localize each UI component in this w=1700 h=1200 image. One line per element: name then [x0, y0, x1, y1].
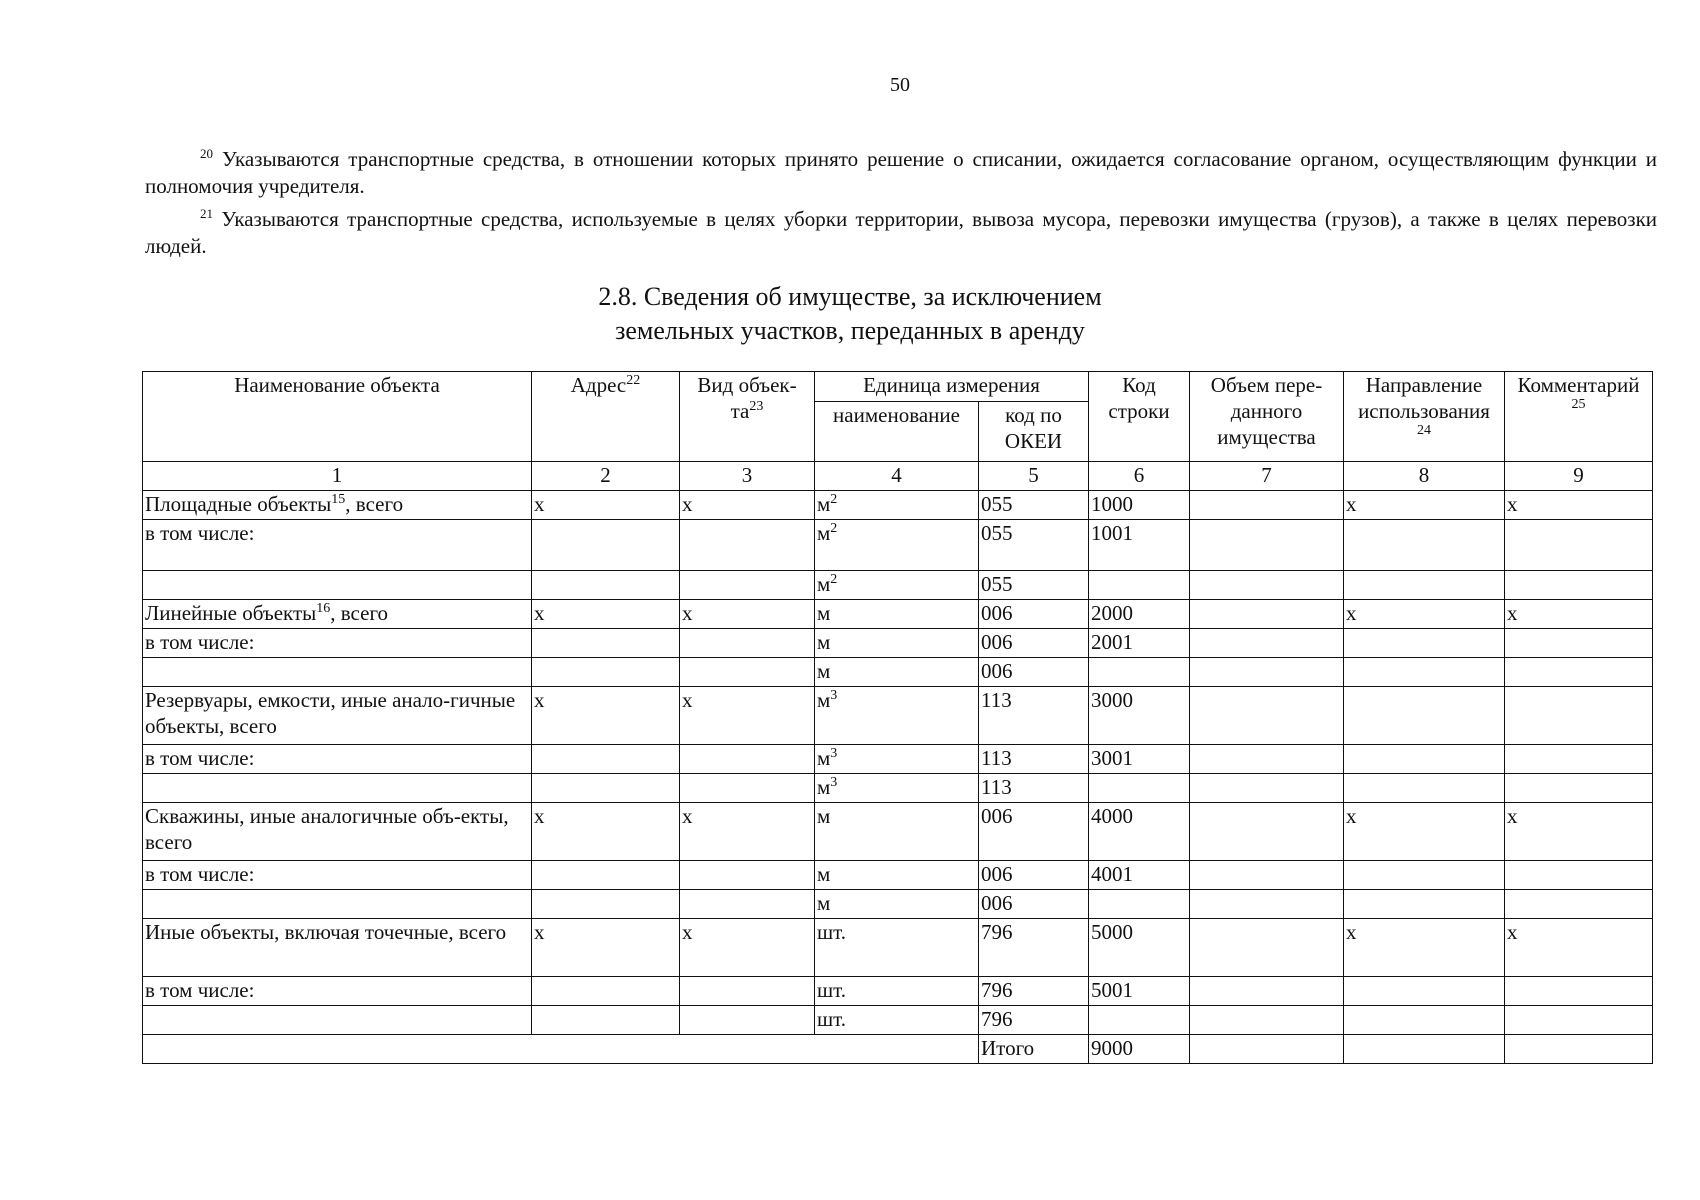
object-name-cell [143, 774, 532, 803]
object-type-value: x [682, 601, 693, 625]
volume-cell [1190, 774, 1344, 803]
unit-name-cell [815, 600, 979, 629]
object-type-cell [680, 629, 815, 658]
unit-name-cell [815, 629, 979, 658]
okei-code-cell [979, 745, 1089, 774]
row-code-cell [1089, 629, 1190, 658]
volume-cell [1190, 687, 1344, 745]
okei-code-cell [979, 658, 1089, 687]
direction-cell [1344, 745, 1505, 774]
object-name-cell [143, 803, 532, 861]
okei-code: 006 [981, 862, 1013, 886]
header-volume-line3: имущества [1217, 425, 1316, 449]
volume-cell [1190, 861, 1344, 890]
footnote-text: Указываются транспортные средства, используемые в целях уборки территории, вывоза мусора, перевозки имущества (грузов), а также в целях перевозки людей. [145, 207, 1658, 258]
header-unit-group: Единица измерения [815, 372, 1089, 402]
row-code: 3000 [1091, 688, 1133, 712]
okei-code-cell [979, 1006, 1089, 1035]
volume-cell [1190, 977, 1344, 1006]
total-code: 9000 [1089, 1035, 1190, 1064]
page-number: 50 [890, 74, 910, 96]
volume-cell [1190, 520, 1344, 571]
table-row [143, 687, 1653, 745]
table-row [143, 977, 1653, 1006]
okei-code: 796 [981, 978, 1013, 1002]
row-code-cell [1089, 861, 1190, 890]
footnote-text: Указываются транспортные средства, в отношении которых принято решение о списании, ожидается согласование органом, осуществляющим функции и полномочия учредителя. [145, 147, 1658, 198]
unit-name: шт. [817, 978, 847, 1002]
unit-name-cell [815, 687, 979, 745]
volume-cell [1190, 1006, 1344, 1035]
direction-cell [1344, 658, 1505, 687]
okei-code-cell [979, 890, 1089, 919]
comment-cell [1505, 520, 1653, 571]
unit-exponent: 2 [830, 492, 838, 507]
header-volume-line2: данного [1230, 399, 1303, 423]
object-name-cell [143, 890, 532, 919]
table-row [143, 491, 1653, 520]
unit-name-cell [815, 745, 979, 774]
header-object-type [680, 372, 815, 462]
header-volume [1190, 372, 1344, 462]
address-cell [532, 745, 680, 774]
comment-cell [1505, 919, 1653, 977]
unit-name: м [817, 601, 831, 625]
unit-name-cell [815, 658, 979, 687]
address-cell [532, 520, 680, 571]
address-cell [532, 774, 680, 803]
row-code: 1000 [1091, 492, 1133, 516]
header-name: Наименование объекта [143, 372, 532, 462]
direction-cell [1344, 890, 1505, 919]
okei-code-cell [979, 520, 1089, 571]
object-name-cell [143, 600, 532, 629]
object-type-cell [680, 919, 815, 977]
object-type-cell [680, 977, 815, 1006]
header-row-code [1089, 372, 1190, 462]
object-type-cell [680, 774, 815, 803]
volume-cell [1190, 745, 1344, 774]
row-code-cell [1089, 600, 1190, 629]
table-row [143, 520, 1653, 571]
direction-cell [1344, 629, 1505, 658]
footnote-21 [145, 200, 1657, 260]
object-type-cell [680, 890, 815, 919]
object-type-cell [680, 745, 815, 774]
address-cell [532, 658, 680, 687]
object-name-cell [143, 687, 532, 745]
okei-code-cell [979, 629, 1089, 658]
object-type-value: x [682, 920, 693, 944]
table-row [143, 629, 1653, 658]
header-comment-footnote: 25 [1571, 397, 1586, 412]
row-code: 3001 [1091, 746, 1133, 770]
comment-cell [1505, 745, 1653, 774]
comment-value: x [1507, 804, 1518, 828]
column-number: 8 [1344, 462, 1505, 491]
row-code: 2000 [1091, 601, 1133, 625]
address-value: x [534, 688, 545, 712]
object-name-cell [143, 919, 532, 977]
table-header-row [143, 372, 1653, 402]
object-name-cell [143, 977, 532, 1006]
unit-name-cell [815, 919, 979, 977]
row-code-cell [1089, 890, 1190, 919]
section-title-line2: земельных участков, переданных в аренду [615, 316, 1085, 345]
address-cell [532, 1006, 680, 1035]
object-type-cell [680, 803, 815, 861]
comment-cell [1505, 658, 1653, 687]
object-type-cell [680, 658, 815, 687]
okei-code: 006 [981, 659, 1013, 683]
table-row [143, 600, 1653, 629]
comment-cell [1505, 571, 1653, 600]
okei-code: 006 [981, 630, 1013, 654]
column-number: 1 [143, 462, 532, 491]
row-code-cell [1089, 977, 1190, 1006]
address-cell [532, 861, 680, 890]
unit-name-cell [815, 774, 979, 803]
comment-cell [1505, 774, 1653, 803]
address-value: x [534, 804, 545, 828]
object-name: в том числе: [145, 978, 255, 1002]
object-name: в том числе: [145, 746, 255, 770]
okei-code-cell [979, 861, 1089, 890]
row-code-cell [1089, 658, 1190, 687]
okei-code: 055 [981, 521, 1013, 545]
footnotes [145, 140, 1657, 260]
okei-code: 006 [981, 891, 1013, 915]
table-row [143, 774, 1653, 803]
comment-cell [1505, 890, 1653, 919]
total-row [143, 1035, 1653, 1064]
object-name-cell [143, 1006, 532, 1035]
okei-code-cell [979, 687, 1089, 745]
object-name-cell [143, 861, 532, 890]
object-name: в том числе: [145, 630, 255, 654]
direction-value: x [1346, 804, 1357, 828]
unit-exponent: 2 [830, 521, 838, 536]
table-row [143, 658, 1653, 687]
okei-code: 796 [981, 920, 1013, 944]
unit-name: м [817, 492, 831, 516]
object-type-value: x [682, 804, 693, 828]
direction-cell [1344, 600, 1505, 629]
okei-code-cell [979, 571, 1089, 600]
volume-cell [1190, 658, 1344, 687]
comment-cell [1505, 977, 1653, 1006]
column-number: 4 [815, 462, 979, 491]
unit-name-cell [815, 890, 979, 919]
header-direction [1344, 372, 1505, 462]
object-name-cell [143, 491, 532, 520]
object-type-cell [680, 1006, 815, 1035]
footnote-mark: 20 [200, 146, 213, 161]
unit-exponent: 3 [830, 775, 838, 790]
header-direction-line1: Направление [1365, 373, 1483, 397]
column-number: 3 [680, 462, 815, 491]
row-code: 5001 [1091, 978, 1133, 1002]
address-cell [532, 571, 680, 600]
table-body [143, 491, 1653, 1035]
volume-cell [1190, 919, 1344, 977]
row-code-cell [1089, 1006, 1190, 1035]
direction-cell [1344, 774, 1505, 803]
direction-value: x [1346, 601, 1357, 625]
object-name-cell [143, 658, 532, 687]
okei-code-cell [979, 803, 1089, 861]
table-row [143, 1006, 1653, 1035]
row-code-cell [1089, 774, 1190, 803]
row-code-cell [1089, 745, 1190, 774]
row-code: 4000 [1091, 804, 1133, 828]
okei-code-cell [979, 600, 1089, 629]
object-name: Линейные объекты [145, 601, 317, 625]
table-row [143, 890, 1653, 919]
column-number-row [143, 462, 1653, 491]
header-comment [1505, 372, 1653, 462]
object-type-cell [680, 571, 815, 600]
okei-code-cell [979, 774, 1089, 803]
comment-cell [1505, 1006, 1653, 1035]
row-code: 4001 [1091, 862, 1133, 886]
volume-cell [1190, 803, 1344, 861]
column-number: 7 [1190, 462, 1344, 491]
table-row [143, 861, 1653, 890]
unit-exponent: 2 [830, 572, 838, 587]
header-address-label: Адрес [570, 373, 627, 397]
header-okei-line1: код по [1005, 403, 1062, 427]
header-row-code-line2: строки [1108, 399, 1170, 423]
okei-code-cell [979, 491, 1089, 520]
object-name-suffix: , всего [345, 492, 404, 516]
header-address [532, 372, 680, 462]
object-name-footnote: 16 [316, 601, 331, 616]
okei-code: 113 [981, 746, 1012, 770]
object-type-value: x [682, 688, 693, 712]
direction-cell [1344, 919, 1505, 977]
address-cell [532, 600, 680, 629]
header-type-line1: Вид объек- [697, 373, 797, 397]
volume-cell [1190, 600, 1344, 629]
unit-name-cell [815, 1006, 979, 1035]
object-type-cell [680, 861, 815, 890]
row-code-cell [1089, 919, 1190, 977]
address-cell [532, 919, 680, 977]
direction-cell [1344, 861, 1505, 890]
section-title [500, 280, 1200, 348]
unit-name: м [817, 688, 831, 712]
object-name-cell [143, 571, 532, 600]
address-cell [532, 890, 680, 919]
header-type-line2: та [730, 399, 750, 423]
object-name: Резервуары, емкости, иные анало-гичные объекты, всего [145, 688, 516, 738]
header-unit-name: наименование [815, 402, 979, 462]
row-code: 5000 [1091, 920, 1133, 944]
unit-exponent: 3 [830, 688, 838, 703]
header-address-footnote: 22 [626, 373, 641, 388]
address-value: x [534, 492, 545, 516]
comment-cell [1505, 803, 1653, 861]
unit-name: м [817, 746, 831, 770]
comment-cell [1505, 629, 1653, 658]
object-type-cell [680, 491, 815, 520]
direction-cell [1344, 571, 1505, 600]
address-cell [532, 491, 680, 520]
column-number: 5 [979, 462, 1089, 491]
object-name-cell [143, 629, 532, 658]
address-cell [532, 803, 680, 861]
object-name: Иные объекты, включая точечные, всего [145, 920, 507, 944]
footnote-mark: 21 [200, 206, 213, 221]
okei-code-cell [979, 977, 1089, 1006]
table-row [143, 919, 1653, 977]
object-name: в том числе: [145, 862, 255, 886]
volume-cell [1190, 571, 1344, 600]
direction-cell [1344, 520, 1505, 571]
comment-value: x [1507, 492, 1518, 516]
table-row [143, 745, 1653, 774]
header-row-code-line1: Код [1122, 373, 1156, 397]
unit-name: м [817, 804, 831, 828]
comment-value: x [1507, 601, 1518, 625]
direction-cell [1344, 1006, 1505, 1035]
column-number: 9 [1505, 462, 1653, 491]
header-direction-line2: использования [1358, 399, 1490, 423]
total-direction [1344, 1035, 1505, 1064]
column-number: 2 [532, 462, 680, 491]
direction-value: x [1346, 492, 1357, 516]
address-value: x [534, 601, 545, 625]
column-number: 6 [1089, 462, 1190, 491]
volume-cell [1190, 629, 1344, 658]
okei-code: 796 [981, 1007, 1013, 1031]
section-title-line1: 2.8. Сведения об имуществе, за исключением [598, 282, 1102, 311]
direction-value: x [1346, 920, 1357, 944]
object-name: в том числе: [145, 521, 255, 545]
volume-cell [1190, 491, 1344, 520]
direction-cell [1344, 687, 1505, 745]
address-cell [532, 629, 680, 658]
unit-name-cell [815, 571, 979, 600]
object-type-cell [680, 520, 815, 571]
unit-name: м [817, 862, 831, 886]
header-volume-line1: Объем пере- [1210, 373, 1323, 397]
object-name-suffix: , всего [330, 601, 389, 625]
unit-name: м [817, 521, 831, 545]
unit-name: м [817, 630, 831, 654]
okei-code: 055 [981, 572, 1013, 596]
comment-cell [1505, 861, 1653, 890]
address-value: x [534, 920, 545, 944]
total-volume [1190, 1035, 1344, 1064]
total-label: Итого [979, 1035, 1089, 1064]
okei-code: 113 [981, 688, 1012, 712]
object-type-cell [680, 687, 815, 745]
header-okei-line2: ОКЕИ [1004, 429, 1063, 453]
okei-code: 055 [981, 492, 1013, 516]
direction-cell [1344, 977, 1505, 1006]
row-code-cell [1089, 687, 1190, 745]
row-code: 2001 [1091, 630, 1133, 654]
volume-cell [1190, 890, 1344, 919]
footnote-20 [145, 140, 1657, 200]
unit-name: м [817, 775, 831, 799]
unit-name: шт. [817, 920, 847, 944]
header-comment-label: Комментарий [1517, 373, 1640, 397]
object-type-value: x [682, 492, 693, 516]
header-type-footnote: 23 [749, 399, 764, 414]
unit-name: м [817, 659, 831, 683]
direction-cell [1344, 803, 1505, 861]
unit-exponent: 3 [830, 746, 838, 761]
okei-code: 113 [981, 775, 1012, 799]
table-row [143, 803, 1653, 861]
unit-name-cell [815, 861, 979, 890]
total-blank [143, 1035, 979, 1064]
okei-code: 006 [981, 804, 1013, 828]
unit-name: шт. [817, 1007, 847, 1031]
object-type-cell [680, 600, 815, 629]
okei-code-cell [979, 919, 1089, 977]
row-code-cell [1089, 520, 1190, 571]
unit-name: м [817, 891, 831, 915]
address-cell [532, 977, 680, 1006]
unit-name-cell [815, 520, 979, 571]
comment-value: x [1507, 920, 1518, 944]
row-code-cell [1089, 491, 1190, 520]
comment-cell [1505, 491, 1653, 520]
address-cell [532, 687, 680, 745]
object-name-footnote: 15 [331, 492, 346, 507]
row-code-cell [1089, 571, 1190, 600]
object-name-cell [143, 745, 532, 774]
comment-cell [1505, 600, 1653, 629]
row-code-cell [1089, 803, 1190, 861]
unit-name-cell [815, 803, 979, 861]
property-table [142, 371, 1653, 1064]
object-name: Площадные объекты [145, 492, 332, 516]
unit-name-cell [815, 491, 979, 520]
table-row [143, 571, 1653, 600]
row-code: 1001 [1091, 521, 1133, 545]
direction-cell [1344, 491, 1505, 520]
unit-name: м [817, 572, 831, 596]
object-name-cell [143, 520, 532, 571]
okei-code: 006 [981, 601, 1013, 625]
header-okei-code [979, 402, 1089, 462]
header-direction-footnote: 24 [1417, 423, 1431, 438]
comment-cell [1505, 687, 1653, 745]
total-comment [1505, 1035, 1653, 1064]
object-name: Скважины, иные аналогичные объ-екты, всего [145, 804, 509, 854]
unit-name-cell [815, 977, 979, 1006]
